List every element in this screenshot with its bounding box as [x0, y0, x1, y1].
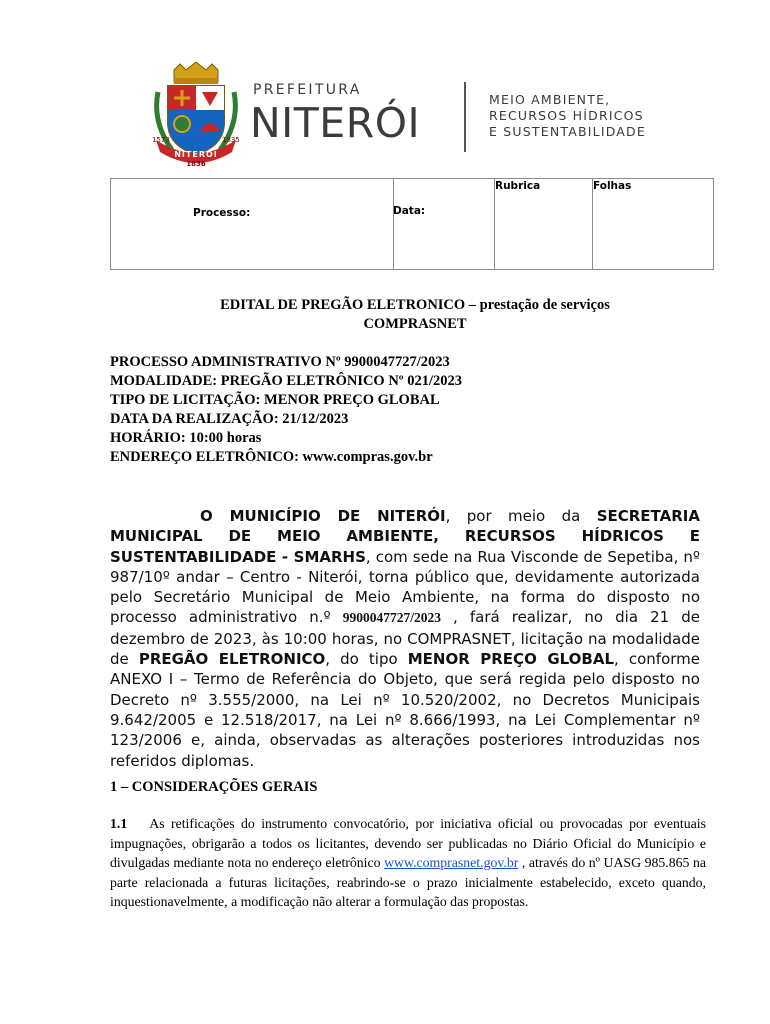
crest-year-right: 1835	[222, 136, 240, 144]
title-line-1: EDITAL DE PREGÃO ELETRONICO – prestação de serviços	[220, 297, 610, 313]
title-line-2: COMPRASNET	[363, 316, 467, 332]
process-info	[110, 353, 730, 467]
para-text-3: , fará realizar, no dia 21 de dezembro de 2023, às 10:00 horas, no COMPRASNET, licitação na modalidade de	[110, 608, 700, 669]
para-text-4: , do tipo	[325, 650, 408, 669]
comprasnet-link[interactable]: www.comprasnet.gov.br	[384, 855, 519, 871]
stamp-cell-folhas	[593, 179, 713, 269]
clause-number: 1.1	[110, 816, 128, 831]
secretaria-line-3: E SUSTENTABILIDADE	[489, 124, 646, 139]
clause-text-a: As retificações do instrumento convocatório, por iniciativa oficial ou provocadas por eventuais impugnações, obrigarão a todos os licitantes, devendo ser publicadas no Diário Oficial do Município e divulgadas mediante nota no endereço eletrônico	[110, 816, 706, 871]
stamp-cell-processo	[111, 179, 394, 269]
info-data: DATA DA REALIZAÇÃO: 21/12/2023	[110, 411, 349, 427]
info-endereco: ENDEREÇO ELETRÔNICO: www.compras.gov.br	[110, 449, 433, 465]
prefeitura-label: PREFEITURA	[253, 82, 362, 98]
clause-text-b: , através do nº UASG 985.865 na parte relacionada a futuras licitações, reabrindo-se o prazo inicialmente estabelecido, exceto quando, inquestionavelmente, a modificação não alterar a formulação das propostas.	[110, 855, 706, 910]
data-label: Data:	[393, 205, 426, 217]
processo-label: Processo:	[193, 207, 251, 219]
city-name: NITERÓI	[250, 99, 421, 147]
crest-year-left: 1573	[152, 136, 170, 144]
para-text-5: , conforme ANEXO I – Termo de Referência do Objeto, que será regida pelo disposto no Decreto nº 3.555/2000, na Lei nº 10.520/2002, no Decretos Municipais 9.642/2005 e 12.518/2017, na Lei nº 8.666/1993, na Lei Complementar nº 123/2006 e, ainda, observadas as alterações posteriores introduzidas nos referidos diplomas.	[110, 650, 700, 770]
intro-paragraph	[110, 506, 700, 771]
section-1-heading: 1 – CONSIDERAÇÕES GERAIS	[110, 779, 318, 795]
para-text-2: , com sede na Rua Visconde de Sepetiba, nº 987/10º andar – Centro - Niterói, torna público que, devidamente autorizada pelo Secretário Municipal de Meio Ambiente, na forma do disposto no processo administrativo n.º	[110, 547, 700, 627]
secretaria-name	[489, 92, 646, 140]
stamp-cell-rubrica	[495, 179, 593, 269]
crest-ribbon-text: NITERÓI	[174, 150, 218, 159]
process-stamp-box	[110, 178, 714, 270]
info-horario: HORÁRIO: 10:00 horas	[110, 430, 262, 446]
info-tipo: TIPO DE LICITAÇÃO: MENOR PREÇO GLOBAL	[110, 392, 440, 408]
processo-number: 9900047727/2023	[342, 610, 441, 626]
para-text-1: , por meio da	[445, 507, 597, 525]
logo-divider	[464, 82, 466, 152]
secretaria-bold: SECRETARIA MUNICIPAL DE MEIO AMBIENTE, RECURSOS HÍDRICOS E SUSTENTABILIDADE - SMARHS	[110, 507, 700, 566]
modalidade-bold: PREGÃO ELETRONICO	[138, 650, 326, 669]
info-modalidade: MODALIDADE: PREGÃO ELETRÔNICO Nº 021/2023	[110, 373, 463, 389]
crest-year-bottom: 1836	[186, 160, 206, 167]
tipo-bold: MENOR PREÇO GLOBAL	[407, 650, 615, 669]
rubrica-label: Rubrica	[495, 180, 541, 192]
stamp-cell-data	[394, 179, 495, 269]
secretaria-line-1: MEIO AMBIENTE,	[489, 92, 611, 107]
clause-1-1	[110, 814, 706, 912]
info-processo: PROCESSO ADMINISTRATIVO Nº 9900047727/2023	[110, 354, 450, 370]
letterhead	[150, 62, 670, 167]
secretaria-line-2: RECURSOS HÍDRICOS	[489, 108, 644, 123]
folhas-label: Folhas	[593, 180, 632, 192]
municipio-bold: O MUNICÍPIO DE NITERÓI	[200, 507, 446, 525]
edital-title	[100, 296, 730, 334]
niteroi-coat-of-arms-icon	[150, 62, 242, 167]
